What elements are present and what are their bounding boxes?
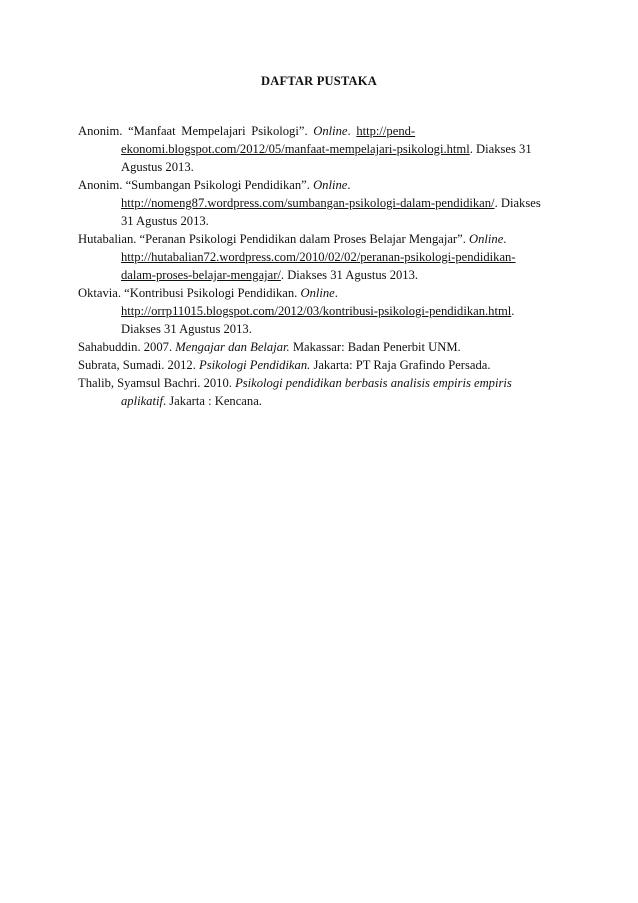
reference-text: . Diakses 31 — [469, 142, 532, 156]
reference-italic: Online — [313, 178, 348, 192]
reference-italic: Online — [469, 232, 504, 246]
reference-entry — [78, 374, 512, 392]
reference-continuation — [121, 392, 262, 410]
reference-entry — [78, 176, 351, 194]
reference-link[interactable]: http://orrp11015.blogspot.com/2012/03/kontribusi-psikologi-pendidikan.html — [121, 304, 512, 318]
reference-text: Anonim. “Sumbangan Psikologi Pendidikan”. — [78, 178, 310, 192]
reference-text: . — [347, 124, 351, 138]
reference-italic: Online — [300, 286, 335, 300]
reference-continuation — [121, 194, 541, 212]
reference-text: Subrata, Sumadi. 2012. — [78, 358, 196, 372]
reference-text: . Diakses — [494, 196, 541, 210]
reference-text: . Diakses 31 Agustus 2013. — [280, 268, 419, 282]
reference-text: Hutabalian. “Peranan Psikologi Pendidikan dalam Proses Belajar Mengajar”. — [78, 232, 466, 246]
reference-link[interactable]: http://pend- — [356, 124, 416, 138]
reference-entry — [78, 356, 491, 374]
reference-text: Jakarta: PT Raja Grafindo Persada. — [313, 358, 491, 372]
reference-continuation — [121, 266, 418, 284]
reference-text: . — [334, 286, 338, 300]
reference-continuation: Agustus 2013. — [121, 160, 194, 174]
reference-italic: Psikologi Pendidikan. — [199, 358, 311, 372]
reference-text: Oktavia. “Kontribusi Psikologi Pendidikan. — [78, 286, 298, 300]
reference-link[interactable]: ekonomi.blogspot.com/2012/05/manfaat-mempelajari-psikologi.html — [121, 142, 470, 156]
reference-link[interactable]: dalam-proses-belajar-mengajar/ — [121, 268, 281, 282]
reference-entry — [78, 230, 506, 248]
reference-text: Makassar: Badan Penerbit UNM. — [292, 340, 461, 354]
reference-italic: Mengajar dan Belajar. — [175, 340, 290, 354]
reference-continuation: 31 Agustus 2013. — [121, 214, 209, 228]
reference-text: . — [503, 232, 507, 246]
reference-text: Anonim. “Manfaat Mempelajari Psikologi”. — [78, 124, 308, 138]
reference-text: . — [511, 304, 515, 318]
reference-entry — [78, 284, 338, 302]
reference-link[interactable]: http://hutabalian72.wordpress.com/2010/02/02/peranan-psikologi-pendidikan- — [121, 250, 516, 264]
page-title: DAFTAR PUSTAKA — [261, 74, 377, 88]
reference-italic: aplikatif — [121, 394, 163, 408]
reference-link[interactable]: http://nomeng87.wordpress.com/sumbangan-psikologi-dalam-pendidikan/ — [121, 196, 495, 210]
reference-continuation — [121, 302, 514, 320]
reference-italic: Online — [313, 124, 348, 138]
reference-continuation — [121, 248, 516, 266]
reference-entry — [78, 122, 415, 140]
reference-text: Sahabuddin. 2007. — [78, 340, 173, 354]
reference-text: Thalib, Syamsul Bachri. 2010. — [78, 376, 232, 390]
reference-text: . Jakarta : Kencana. — [162, 394, 262, 408]
reference-continuation: Diakses 31 Agustus 2013. — [121, 322, 252, 336]
reference-continuation — [121, 140, 532, 158]
reference-entry — [78, 338, 461, 356]
reference-text: . — [347, 178, 351, 192]
reference-italic: Psikologi pendidikan berbasis analisis empiris empiris — [235, 376, 512, 390]
